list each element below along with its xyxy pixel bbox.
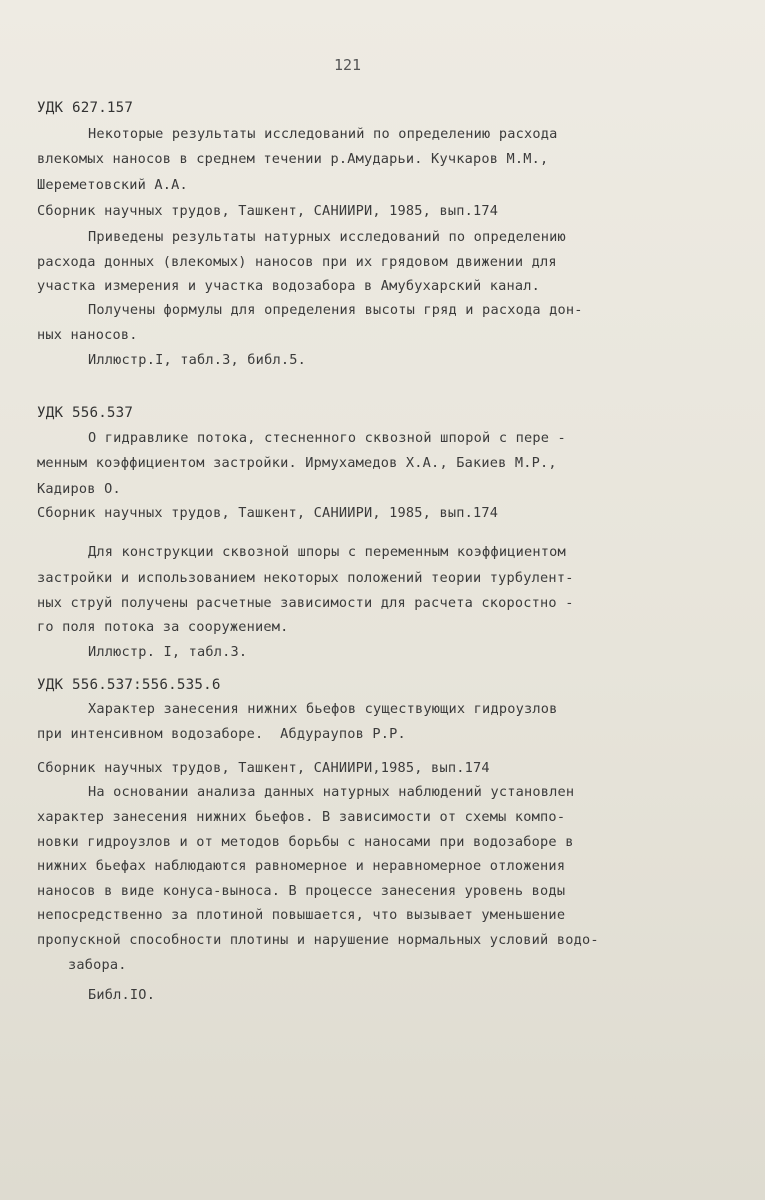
title-line: влекомых наносов в среднем течении р.Амударьи. Кучкаров М.М., (37, 151, 549, 167)
title-line: О гидравлике потока, стесненного сквозной шпорой с пере - (88, 430, 566, 446)
abstract-line: ных наносов. (37, 327, 138, 343)
title-line: менным коэффициентом застройки. Ирмухамедов Х.А., Бакиев М.Р., (37, 455, 557, 471)
title-line: при интенсивном водозаборе. Абдураупов Р.Р. (37, 726, 406, 742)
source-line: Сборник научных трудов, Ташкент, САНИИРИ, 1985, вып.174 (37, 505, 499, 521)
source-line: Сборник научных трудов, Ташкент, САНИИРИ,1985, вып.174 (37, 760, 490, 776)
title-line: Характер занесения нижних бьефов существующих гидроузлов (88, 701, 558, 717)
abstract-line: наносов в виде конуса-выноса. В процессе занесения уровень воды (37, 883, 566, 899)
abstract-line: нижних бьефах наблюдаются равномерное и неравномерное отложения (37, 858, 566, 874)
abstract-line: ных струй получены расчетные зависимости для расчета скоростно - (37, 595, 574, 611)
refs-line: Иллюстр.I, табл.3, библ.5. (88, 352, 306, 368)
page-number: 121 (334, 56, 362, 74)
title-line: Шереметовский А.А. (37, 177, 188, 193)
abstract-line: На основании анализа данных натурных наблюдений установлен (88, 784, 575, 800)
abstract-line: Приведены результаты натурных исследований по определению (88, 229, 566, 245)
abstract-line: непосредственно за плотиной повышается, что вызывает уменьшение (37, 907, 566, 923)
udk-code: УДК 556.537:556.535.6 (37, 677, 221, 693)
abstract-line: Получены формулы для определения высоты гряд и расхода дон- (88, 302, 583, 318)
source-line: Сборник научных трудов, Ташкент, САНИИРИ, 1985, вып.174 (37, 203, 499, 219)
udk-code: УДК 627.157 (37, 100, 134, 116)
abstract-line: пропускной способности плотины и нарушение нормальных условий водо- (37, 932, 599, 948)
title-line: Кадиров О. (37, 481, 121, 497)
abstract-line: участка измерения и участка водозабора в Амубухарский канал. (37, 278, 541, 294)
title-line: Некоторые результаты исследований по определению расхода (88, 126, 558, 142)
udk-code: УДК 556.537 (37, 405, 134, 421)
refs-line: Иллюстр. I, табл.3. (88, 644, 248, 660)
abstract-line: расхода донных (влекомых) наносов при их грядовом движении для (37, 254, 557, 270)
abstract-line: го поля потока за сооружением. (37, 619, 289, 635)
refs-line: Библ.IO. (88, 987, 156, 1003)
abstract-line: Для конструкции сквозной шпоры с переменным коэффициентом (88, 544, 566, 560)
abstract-line: застройки и использованием некоторых положений теории турбулент- (37, 570, 574, 586)
abstract-line: характер занесения нижних бьефов. В зависимости от схемы компо- (37, 809, 566, 825)
abstract-line: новки гидроузлов и от методов борьбы с наносами при водозаборе в (37, 834, 574, 850)
abstract-line: забора. (68, 957, 127, 973)
